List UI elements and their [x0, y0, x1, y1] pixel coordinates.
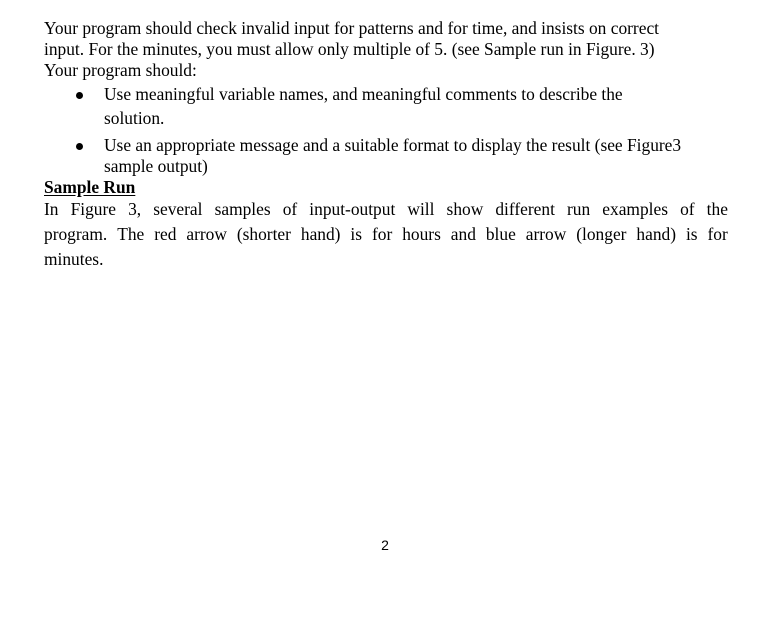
paragraph-line: program. The red arrow (shorter hand) is for hours and blue arrow (longer hand) is for [44, 224, 728, 244]
intro-line: Your program should check invalid input for patterns and for time, and insists on correct [44, 18, 659, 38]
bullet-line: Use an appropriate message and a suitable format to display the result (see Figure3 [104, 135, 682, 155]
bullet-dot-icon [76, 92, 83, 99]
paragraph-line: minutes. [44, 249, 104, 269]
page-number: 2 [381, 537, 389, 553]
bullet-text [104, 135, 734, 177]
bullet-line: solution. [104, 108, 165, 128]
intro-line: input. For the minutes, you must allow only multiple of 5. (see Sample run in Figure. 3) [44, 39, 655, 59]
intro-paragraph [44, 18, 730, 81]
bullet-dot-icon [76, 143, 83, 150]
paragraph-line: In Figure 3, several samples of input-output will show different run examples of the [44, 199, 728, 219]
bullet-line: Use meaningful variable names, and meaningful comments to describe the [104, 84, 623, 104]
section-heading: Sample Run [44, 177, 136, 197]
intro-line: Your program should: [44, 60, 197, 80]
bullet-text [104, 84, 734, 129]
sample-run-paragraph [44, 199, 728, 274]
bullet-line: sample output) [104, 156, 208, 176]
